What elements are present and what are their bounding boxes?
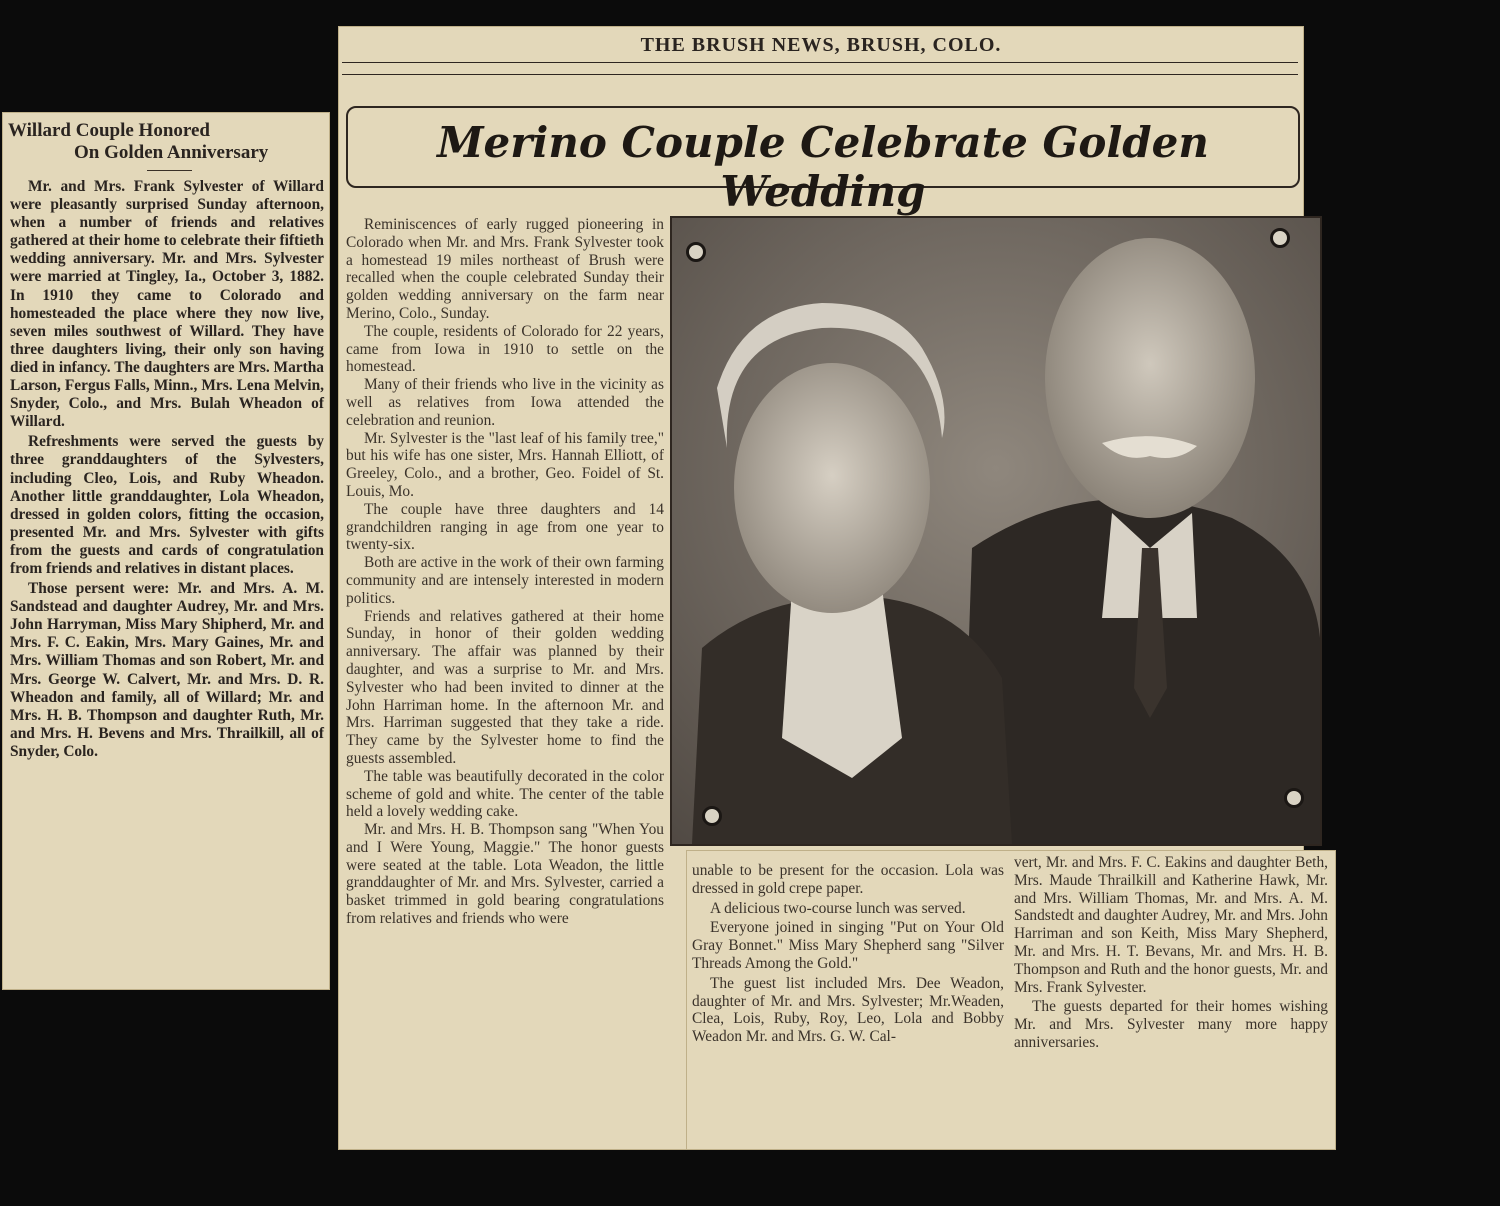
- page-title: Merino Couple Celebrate Golden Wedding: [437, 118, 1209, 216]
- article-paragraph: Friends and relatives gathered at their home Sunday, in honor of their golden wedding anniversary. The affair was planned by their daughter, and was a surprise to Mr. and Mrs. Sylvester who had been invited to dinner at the John Harriman home. In the afternoon Mr. and Mrs. Harriman suggested that they take a ride. They came by the Sylvester home to find the guests assembled.: [346, 607, 664, 767]
- article-paragraph: The guest list included Mrs. Dee Weadon, daughter of Mr. and Mrs. Sylvester; Mr.Weaden, Clea, Lois, Ruby, Roy, Leo, Lola and Bobby Weadon Mr. and Mrs. G. W. Cal-: [692, 974, 1004, 1046]
- headline-line-2: On Golden Anniversary: [74, 142, 269, 163]
- article-paragraph: The table was beautifully decorated in the color scheme of gold and white. The center of the table held a lovely wedding cake.: [346, 767, 664, 821]
- couple-photograph: [670, 216, 1322, 846]
- article-column: [10, 178, 324, 763]
- headline-line-1: Willard Couple Honored: [8, 120, 210, 141]
- tack-icon: [1270, 228, 1290, 248]
- couple-portrait-illustration: [672, 218, 1320, 844]
- tack-icon: [702, 806, 722, 826]
- article-paragraph: Reminiscences of early rugged pioneering in Colorado when Mr. and Mrs. Frank Sylvester took a homestead 19 miles northeast of Brush were recalled when the couple celebrated Sunday their golden wedding anniversary on the farm near Merino, Colo., Sunday.: [346, 216, 664, 322]
- article-column-2: [692, 862, 1004, 1048]
- article-paragraph: Mr. and Mrs. H. B. Thompson sang "When You and I Were Young, Maggie." The honor guests were seated at the table. Lota Weadon, the little granddaughter of Mr. and Mrs. Sylvester, carried a basket trimmed in gold bearing congratulations from relatives and friends who were: [346, 821, 664, 928]
- newspaper-masthead: THE BRUSH NEWS, BRUSH, COLO.: [640, 34, 1002, 56]
- article-paragraph: Mr. Sylvester is the "last leaf of his family tree," but his wife has one sister, Mrs. Hannah Elliott, of Greeley, Colo., and a brother, Geo. Foidel of St. Louis, Mo.: [346, 429, 664, 500]
- article-column-3: [1014, 854, 1328, 1054]
- article-paragraph: Mr. and Mrs. Frank Sylvester of Willard were pleasantly surprised Sunday afternoon, when a number of friends and relatives gathered at their home to celebrate their fiftieth wedding anniversary. Mr. and Mrs. Sylvester were married at Tingley, Ia., October 3, 1882. In 1910 they came to Colorado and homesteaded the place where they now live, seven miles southwest of Willard. They have three daughters living, their only son having died in infancy. The daughters are Mrs. Martha Larson, Fergus Falls, Minn., Mrs. Lena Melvin, Snyder, Colo., and Mrs. Bulah Wheadon of Willard.: [10, 178, 324, 431]
- article-paragraph: unable to be present for the occasion. Lola was dressed in gold crepe paper.: [692, 862, 1004, 897]
- headline-divider: [147, 170, 192, 171]
- article-paragraph: Those persent were: Mr. and Mrs. A. M. Sandstead and daughter Audrey, Mr. and Mrs. John Harryman, Miss Mary Shipherd, Mr. and Mrs. F. C. Eakin, Mrs. Mary Gaines, Mr. and Mrs. William Thomas and son Robert, Mr. and Mrs. George W. Calvert, Mr. and Mrs. D. R. Wheadon and family, all of Willard; Mr. and Mrs. H. B. Thompson and daughter Ruth, Mr. and Mrs. H. Bevens and Mrs. Thrailkill, all of Snyder, Colo.: [10, 580, 324, 760]
- article-paragraph: The guests departed for their homes wishing Mr. and Mrs. Sylvester many more happy anniversaries.: [1014, 998, 1328, 1051]
- article-paragraph: A delicious two-course lunch was served.: [710, 899, 966, 917]
- article-paragraph: The couple, residents of Colorado for 22 years, came from Iowa in 1910 to settle on the homestead.: [346, 322, 664, 376]
- article-paragraph: Refreshments were served the guests by three granddaughters of the Sylvesters, including Cleo, Lois, and Ruby Wheadon. Another little granddaughter, Lola Wheadon, dressed in golden colors, fitting the occasion, presented Mr. and Mrs. Sylvester with gifts from the guests and cards of congratulation from friends and relatives in distant places.: [10, 433, 324, 577]
- tack-icon: [1284, 788, 1304, 808]
- masthead-rule: [342, 62, 1298, 63]
- article-column-1: [346, 216, 664, 928]
- clipping-willard: [2, 112, 330, 990]
- headline-box: [346, 106, 1300, 216]
- article-paragraph: Many of their friends who live in the vicinity as well as relatives from Iowa attended the celebration and reunion.: [346, 376, 664, 429]
- article-paragraph: vert, Mr. and Mrs. F. C. Eakins and daughter Beth, Mrs. Maude Thrailkill and Katherine Hawk, Mr. and Mrs. William Thomas, Mr. and Mrs. A. M. Sandstedt and daughter Audrey, Mr. and Mrs. John Harriman and son Keith, Miss Mary Shepherd, Mr. and Mrs. H. T. Bevans, Mr. and Mrs. H. B. Thompson and Ruth and the honor guests, Mr. and Mrs. Frank Sylvester.: [1014, 854, 1328, 996]
- tack-icon: [686, 242, 706, 262]
- article-paragraph: Both are active in the work of their own farming community and are intensely interested in modern politics.: [346, 554, 664, 607]
- article-paragraph: The couple have three daughters and 14 grandchildren ranging in age from one year to twenty-six.: [346, 500, 664, 554]
- article-paragraph: Everyone joined in singing "Put on Your Old Gray Bonnet." Miss Mary Shepherd sang "Silver Threads Among the Gold.": [692, 919, 1004, 972]
- masthead-rule: [342, 74, 1298, 75]
- clipping-headline: [8, 120, 322, 164]
